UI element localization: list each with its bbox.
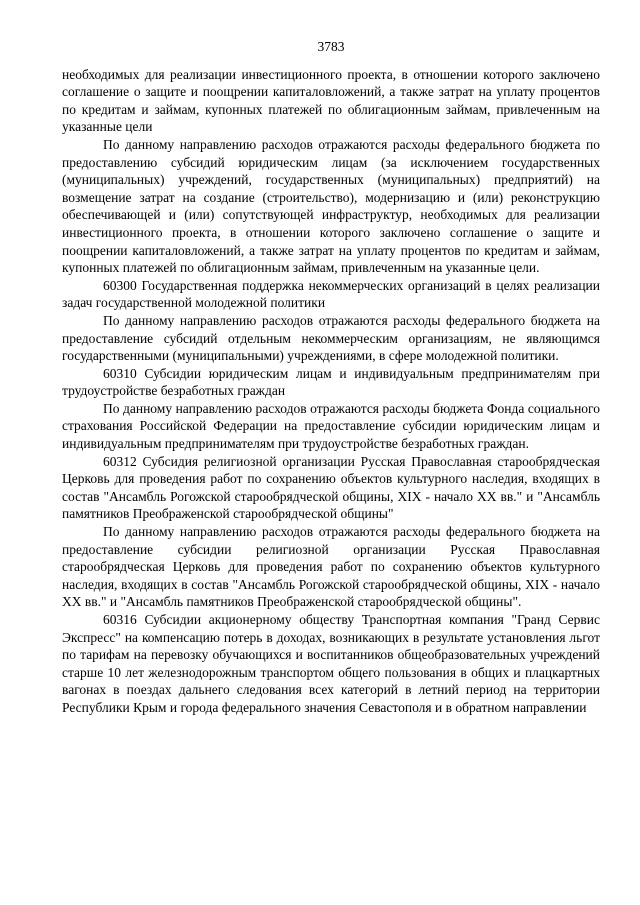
paragraph-description: По данному направлению расходов отражаются расходы федерального бюджета на предоставление субсидии религиозной организации Русская Православная старообрядческая Церковь для проведения работ по сохранению объектов культурного наследия, входящих в состав "Ансамбль Рогожской старообрядческой общины, XIX - начало XX вв." и "Ансамбль памятников Преображенской старообрядческой общины". <box>62 524 600 610</box>
paragraph-description: По данному направлению расходов отражаются расходы бюджета Фонда социального страхования Российской Федерации на предоставление субсидии юридическим лицам и индивидуальным предпринимателям при трудоустройстве безработных граждан. <box>62 400 600 452</box>
paragraph-code-60300: 60300 Государственная поддержка некоммерческих организаций в целях реализации задач государственной молодежной политики <box>62 277 600 311</box>
paragraph-code-60316: 60316 Субсидии акционерному обществу Транспортная компания "Гранд Сервис Экспресс" на компенсацию потерь в доходах, возникающих в результате установления льгот по тарифам на перевозку обучающихся и воспитанников общеобразовательных учреждений старше 10 лет железнодорожным транспортом общего пользования в общих и плацкартных вагонах в поездах дальнего следования всех категорий в летний период на территории Республики Крым и города федерального значения Севастополя и в обратном направлении <box>62 612 600 715</box>
paragraph-continuation: необходимых для реализации инвестиционного проекта, в отношении которого заключено соглашение о защите и поощрении капиталовложений, а также затрат на уплату процентов по кредитам и займам, купонных платежей по облигационным займам, привлеченным на указанные цели <box>62 66 600 135</box>
paragraph-code-60312: 60312 Субсидия религиозной организации Русская Православная старообрядческая Церковь для проведения работ по сохранению объектов культурного наследия, входящих в состав "Ансамбль Рогожской старообрядческой общины, XIX - начало XX вв." и "Ансамбль памятников Преображенской старообрядческой общины" <box>62 453 600 522</box>
document-page <box>62 38 600 717</box>
paragraph-code-60310: 60310 Субсидии юридическим лицам и индивидуальным предпринимателям при трудоустройстве безработных граждан <box>62 365 600 399</box>
paragraph-description: По данному направлению расходов отражаются расходы федерального бюджета по предоставлению субсидий юридическим лицам (за исключением государственных (муниципальных) учреждений, государственных (муниципальных) предприятий) на возмещение затрат на создание (строительство), модернизацию и (или) реконструкцию обеспечивающей и (или) сопутствующей инфраструктур, необходимых для реализации инвестиционного проекта, в отношении которого заключено соглашение о защите и поощрении капиталовложений, а также затрат на уплату процентов по кредитам и займам, купонных платежей по облигационным займам, привлеченным на указанные цели. <box>62 136 600 276</box>
page-number: 3783 <box>317 39 345 54</box>
paragraph-description: По данному направлению расходов отражаются расходы федерального бюджета на предоставление субсидий отдельным некоммерческим организациям, не являющимся государственными (муниципальными) учреждениями, в сфере молодежной политики. <box>62 312 600 364</box>
